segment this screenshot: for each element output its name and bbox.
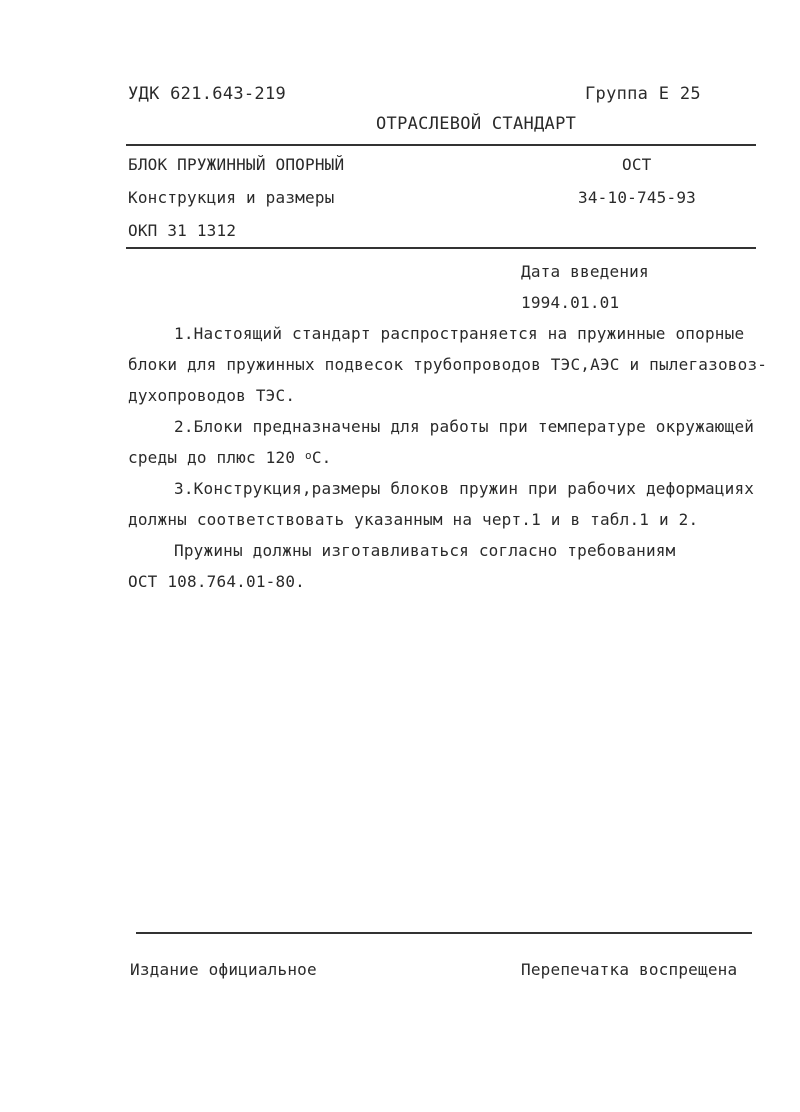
top-rule	[126, 144, 756, 146]
standard-subtitle: Конструкция и размеры	[128, 188, 335, 207]
temperature-text: среды до плюс 120	[128, 448, 305, 467]
okp-code: ОКП 31 1312	[128, 221, 237, 240]
ost-label: ОСТ	[622, 155, 652, 174]
standard-type: ОТРАСЛЕВОЙ СТАНДАРТ	[376, 114, 577, 134]
paragraph-2-line-2	[128, 442, 748, 473]
edition-note: Издание официальное	[130, 960, 317, 979]
body-text	[128, 318, 768, 597]
paragraph-1-line-1: 1.Настоящий стандарт распространяется на пружинные опорные	[174, 324, 745, 343]
bottom-rule	[126, 247, 756, 249]
temperature-unit: С.	[311, 448, 332, 467]
paragraph-2-line-1: 2.Блоки предназначены для работы при температуре окружающей	[174, 417, 755, 436]
degree-mark: о	[305, 449, 312, 462]
group-code: Группа Е 25	[585, 84, 701, 104]
paragraph-1-line-3: духопроводов ТЭС.	[128, 386, 296, 405]
footer-rule	[136, 932, 752, 934]
paragraph-1-line-2: блоки для пружинных подвесок трубопроводов ТЭС,АЭС и пылегазовоз-	[128, 355, 768, 374]
intro-date-label: Дата введения	[521, 262, 649, 281]
udc-code: УДК 621.643-219	[128, 84, 287, 104]
paragraph-4-line-2: ОСТ 108.764.01-80.	[128, 572, 305, 591]
reprint-note: Перепечатка воспрещена	[521, 960, 738, 979]
standard-title: БЛОК ПРУЖИННЫЙ ОПОРНЫЙ	[128, 155, 345, 174]
paragraph-3-line-1: 3.Конструкция,размеры блоков пружин при рабочих деформациях	[174, 479, 755, 498]
intro-date-value: 1994.01.01	[521, 293, 620, 312]
paragraph-4-line-1: Пружины должны изготавливаться согласно требованиям	[174, 541, 676, 560]
ost-number: 34-10-745-93	[578, 188, 696, 207]
paragraph-3-line-2: должны соответствовать указанным на черт.1 и в табл.1 и 2.	[128, 510, 699, 529]
